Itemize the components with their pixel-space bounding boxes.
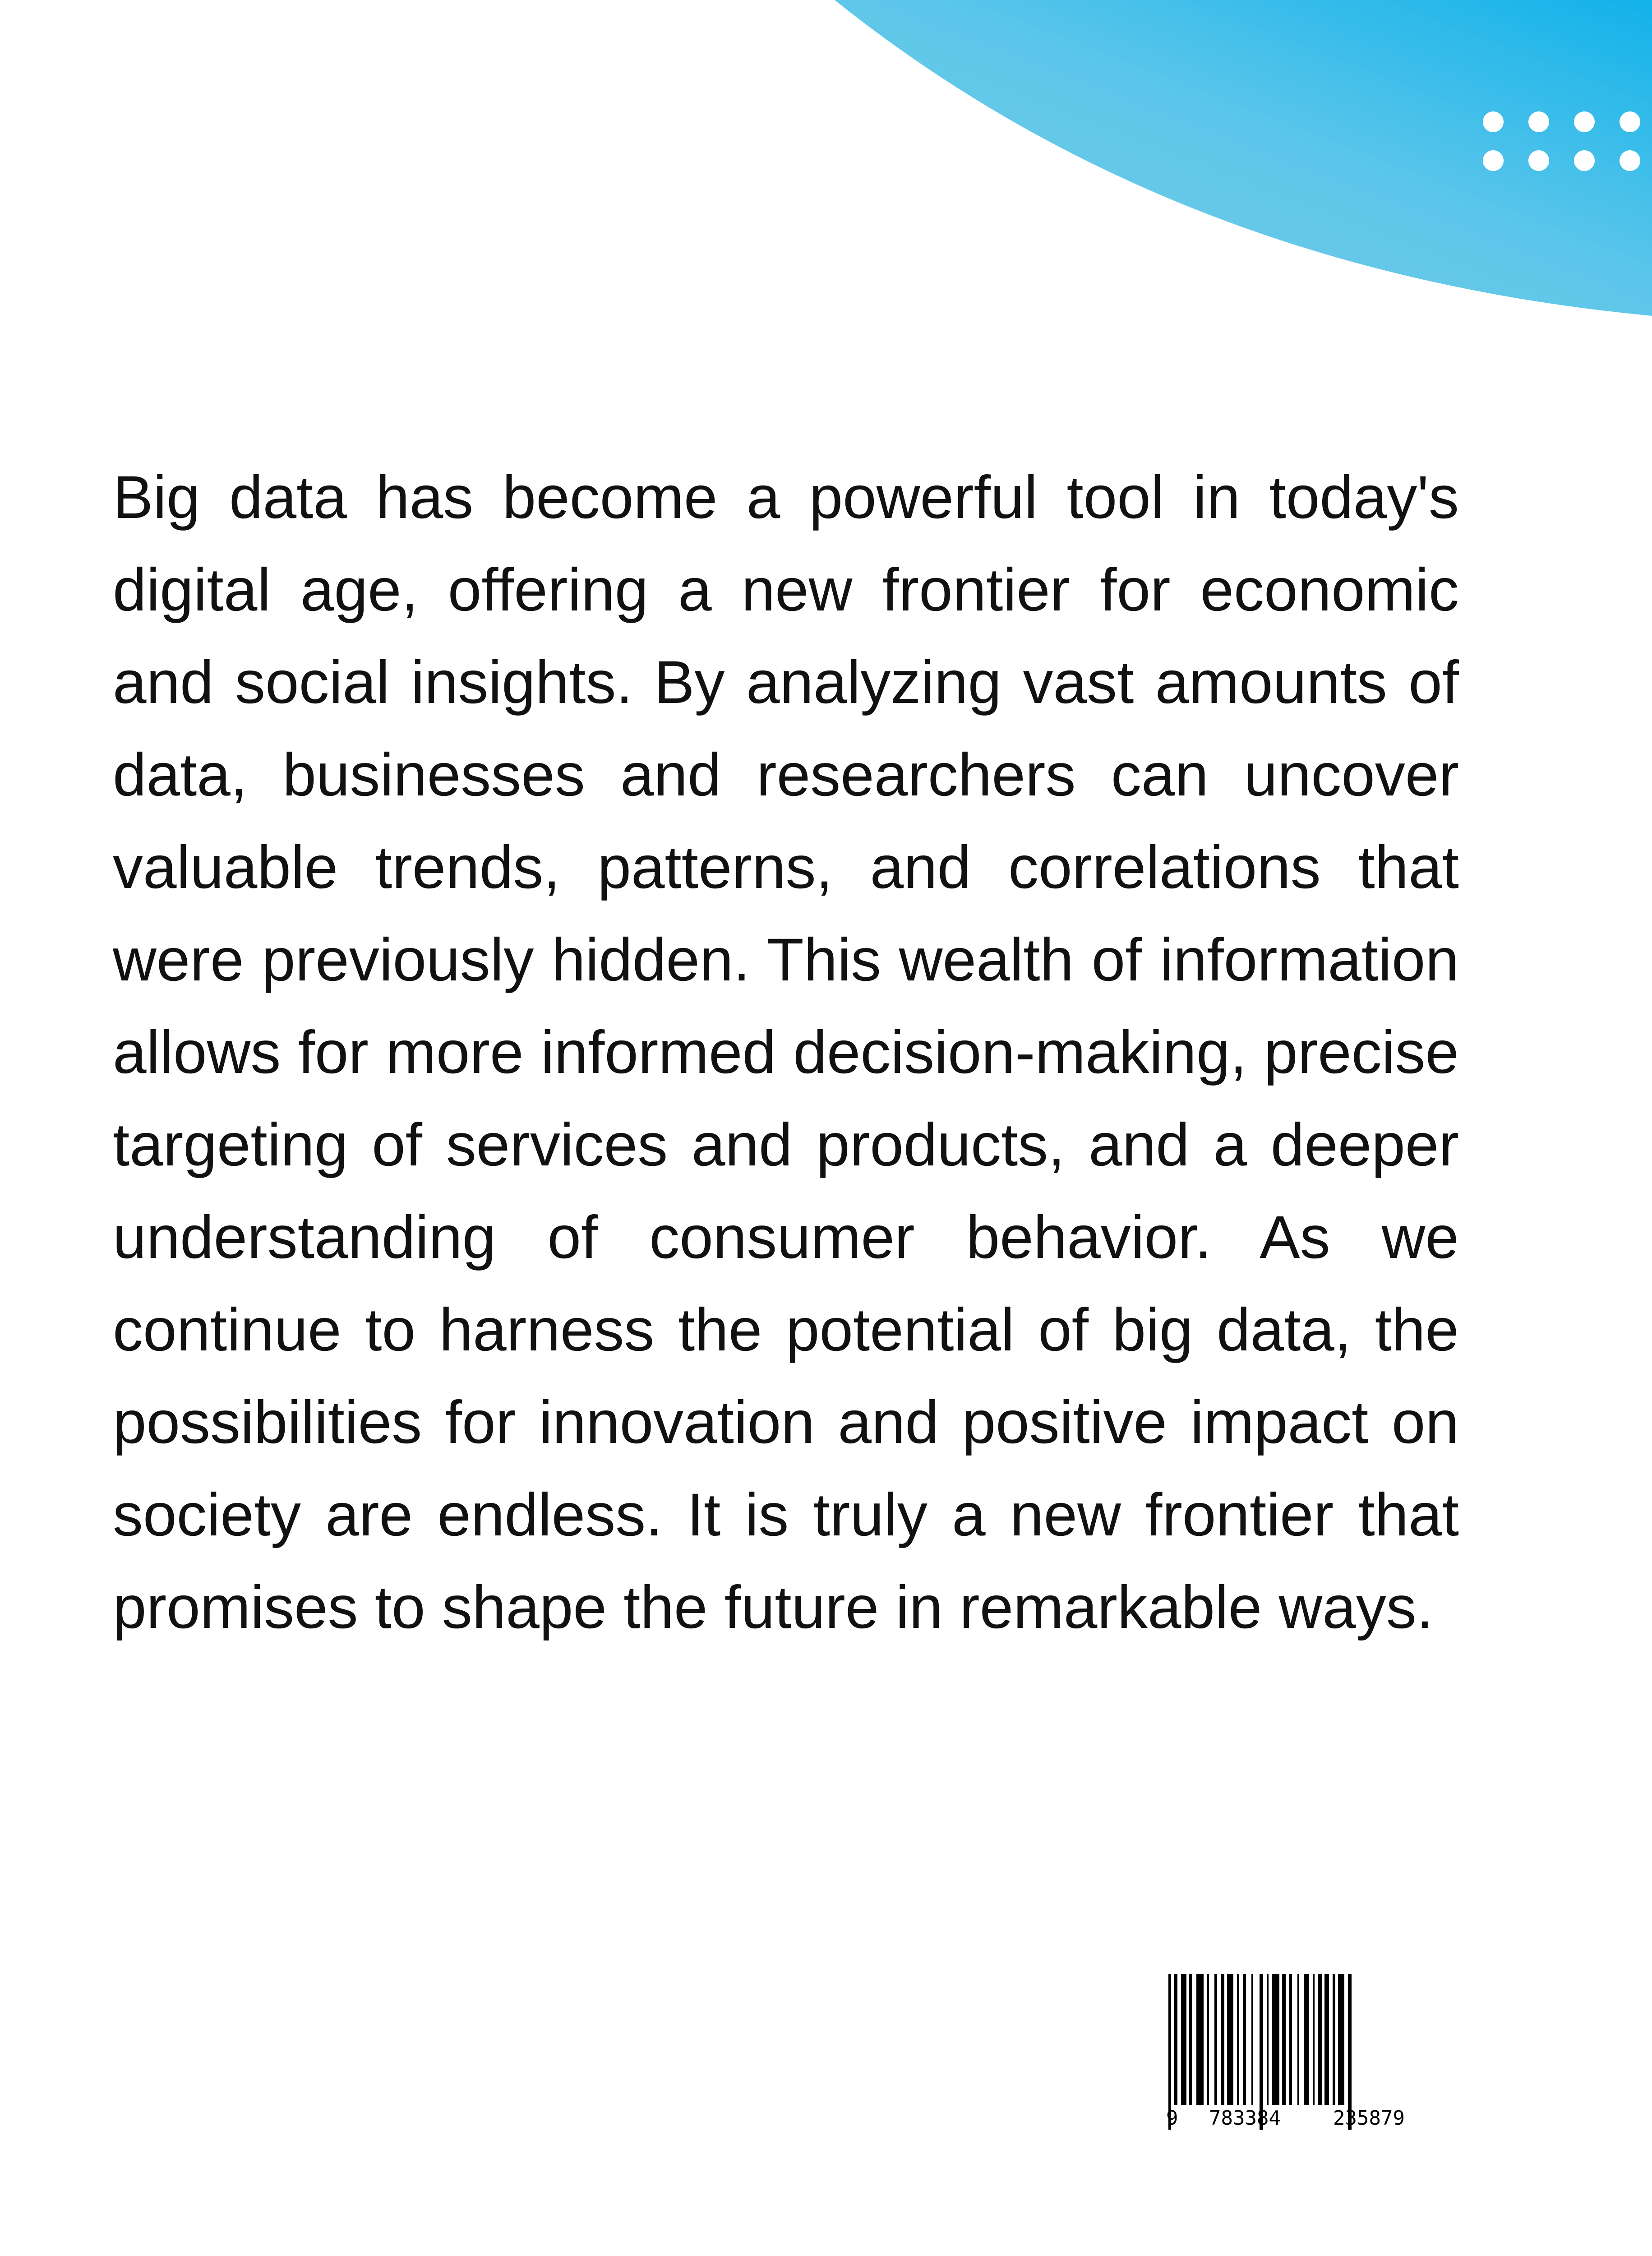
dot-grid-decoration (1473, 108, 1652, 176)
barcode-prefix-digit: 9 (1166, 2107, 1178, 2130)
corner-wave-decoration (0, 0, 1652, 343)
barcode-right-group: 235879 (1333, 2107, 1405, 2130)
blurb-text: Big data has become a powerful tool in today's digital age, offering a new frontier for economic and social insights. By analyzing vast amounts of data, businesses and researchers can uncover valuable trends, patterns, and correlations that were previously hidden. This wealth of information allows for more informed decision-making, precise targeting of services and products, and a deeper understanding of consumer behavior. As we continue to harness the potential of big data, the possibilities for innovation and positive impact on society are endless. It is truly a new frontier that promises to shape the future in remarkable ways. (113, 464, 1459, 1641)
barcode-left-group: 783384 (1209, 2107, 1281, 2130)
